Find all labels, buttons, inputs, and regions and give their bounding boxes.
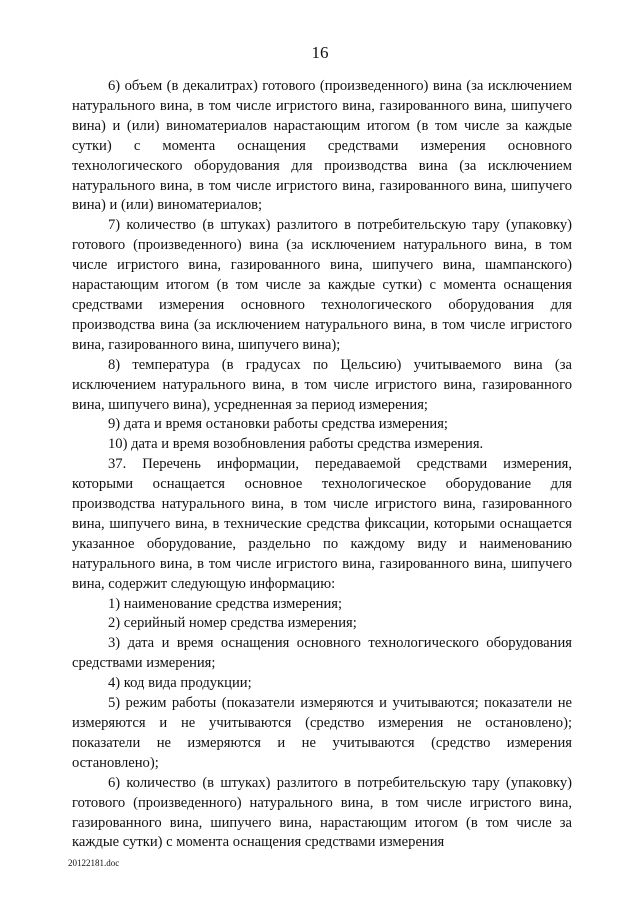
paragraph-item-2-serial-number: 2) серийный номер средства измерения; (108, 615, 357, 632)
paragraph-item-4-product-code: 4) код вида продукции; (108, 675, 252, 692)
paragraph-item-9-stop-time: 9) дата и время остановки работы средства измерения; (108, 416, 448, 433)
document-body (72, 77, 572, 853)
paragraph-item-7-quantity: 7) количество (в штуках) разлитого в потребительскую тару (упаковку) готового (произведенного) вина (за исключением натурального вина, в том числе игристого вина, газированного вина, шипучего вина, шампанского) нарастающим итогом (в том числе за каждые сутки) с момента оснащения средствами измерения основного технологического оборудования для производства вина (за исключением натурального вина, в том числе игристого вина, газированного вина, шипучего вина); (72, 217, 572, 353)
paragraph-item-8-temperature: 8) температура (в градусах по Цельсию) учитываемого вина (за исключением натурального вина, в том числе игристого вина, газированного вина, шипучего вина), усредненная за период измерения; (72, 356, 572, 413)
paragraph-item-3-installation-date: 3) дата и время оснащения основного технологического оборудования средствами измерения; (72, 635, 572, 672)
paragraph-item-6-bottled-quantity: 6) количество (в штуках) разлитого в потребительскую тару (упаковку) готового (произведенного) натурального вина, в том числе игристого вина, газированного вина, шипучего вина, нарастающим итогом (в том числе за каждые сутки) с момента оснащения средствами измерения (72, 774, 572, 851)
paragraph-item-1-device-name: 1) наименование средства измерения; (108, 595, 343, 612)
paragraph-item-10-resume-time: 10) дата и время возобновления работы средства измерения. (108, 436, 484, 453)
paragraph-item-6-volume: 6) объем (в декалитрах) готового (произведенного) вина (за исключением натурального вина, в том числе игристого вина, газированного вина, шипучего вина) и (или) виноматериалов нарастающим итогом (в том числе за каждые сутки) с момента оснащения средствами измерения основного технологического оборудования для производства вина (за исключением натурального вина, в том числе игристого вина, газированного вина, шипучего вина) и (или) виноматериалов; (72, 78, 572, 214)
page-number: 16 (311, 43, 329, 62)
paragraph-section-37: 37. Перечень информации, передаваемой средствами измерения, которыми оснащается основное технологическое оборудование для производства натурального вина, в том числе игристого вина, газированного вина, шипучего вина, в технические средства фиксации, которыми оснащается указанное оборудование, раздельно по каждому виду и наименованию натурального вина, в том числе игристого вина, газированного вина, шипучего вина, содержит следующую информацию: (72, 456, 572, 592)
paragraph-item-5-operating-mode: 5) режим работы (показатели измеряются и учитываются; показатели не измеряются и не учитываются (средство измерения не остановлено); показатели не измеряются и не учитываются (средство измерения остановлено); (72, 695, 572, 771)
file-name-label: 20122181.doc (68, 858, 120, 868)
